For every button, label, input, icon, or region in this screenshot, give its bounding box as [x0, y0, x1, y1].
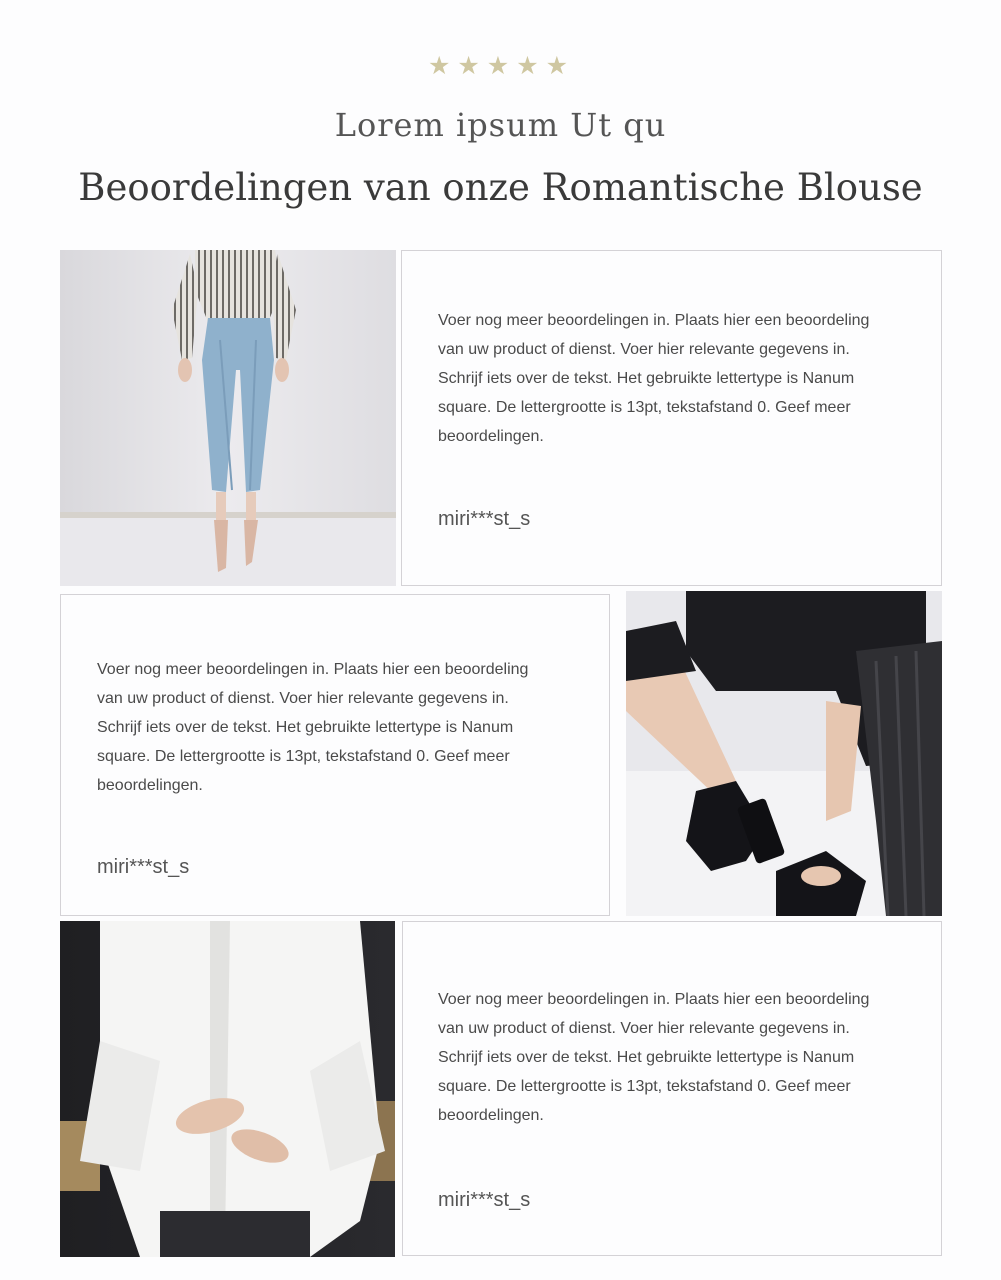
star-icon: ★ [457, 52, 485, 80]
page-subtitle: Lorem ipsum Ut qu [334, 106, 667, 144]
star-icon: ★ [545, 52, 574, 80]
review-photo-2 [626, 591, 942, 916]
review-card-3 [402, 921, 942, 1256]
review-author: miri***st_s [438, 508, 531, 530]
review-text: Voer nog meer beoordelingen in. Plaats hier een beoordeling van uw product of dienst. Voer hier relevante gegevens in. Schrijf iets over de tekst. Het gebruikte lettertype is Nanum square. De lettergrootte is 13pt, tekstafstand 0. Geef meer beoordelingen. [438, 991, 870, 1124]
review-card-1 [401, 250, 942, 586]
review-text: Voer nog meer beoordelingen in. Plaats hier een beoordeling van uw product of dienst. Voer hier relevante gegevens in. Schrijf iets over de tekst. Het gebruikte lettertype is Nanum square. De lettergrootte is 13pt, tekstafstand 0. Geef meer beoordelingen. [438, 312, 870, 445]
review-author: miri***st_s [438, 1189, 531, 1211]
black-outfit-heels-photo [626, 591, 942, 916]
star-icon: ★ [486, 52, 515, 80]
rating-stars [0, 54, 1001, 79]
star-icon: ★ [427, 52, 456, 80]
star-icon: ★ [516, 52, 544, 80]
review-text: Voer nog meer beoordelingen in. Plaats hier een beoordeling van uw product of dienst. Voer hier relevante gegevens in. Schrijf iets over de tekst. Het gebruikte lettertype is Nanum square. De lettergrootte is 13pt, tekstafstand 0. Geef meer beoordelingen. [97, 661, 529, 794]
review-photo-3 [60, 921, 395, 1257]
page-title: Beoordelingen van onze Romantische Blouse [78, 166, 923, 209]
white-shirt-cuff-photo [60, 921, 395, 1257]
striped-top-jeans-photo [60, 250, 396, 586]
review-photo-1 [60, 250, 396, 586]
review-author: miri***st_s [97, 856, 190, 878]
review-card-2 [60, 594, 610, 916]
